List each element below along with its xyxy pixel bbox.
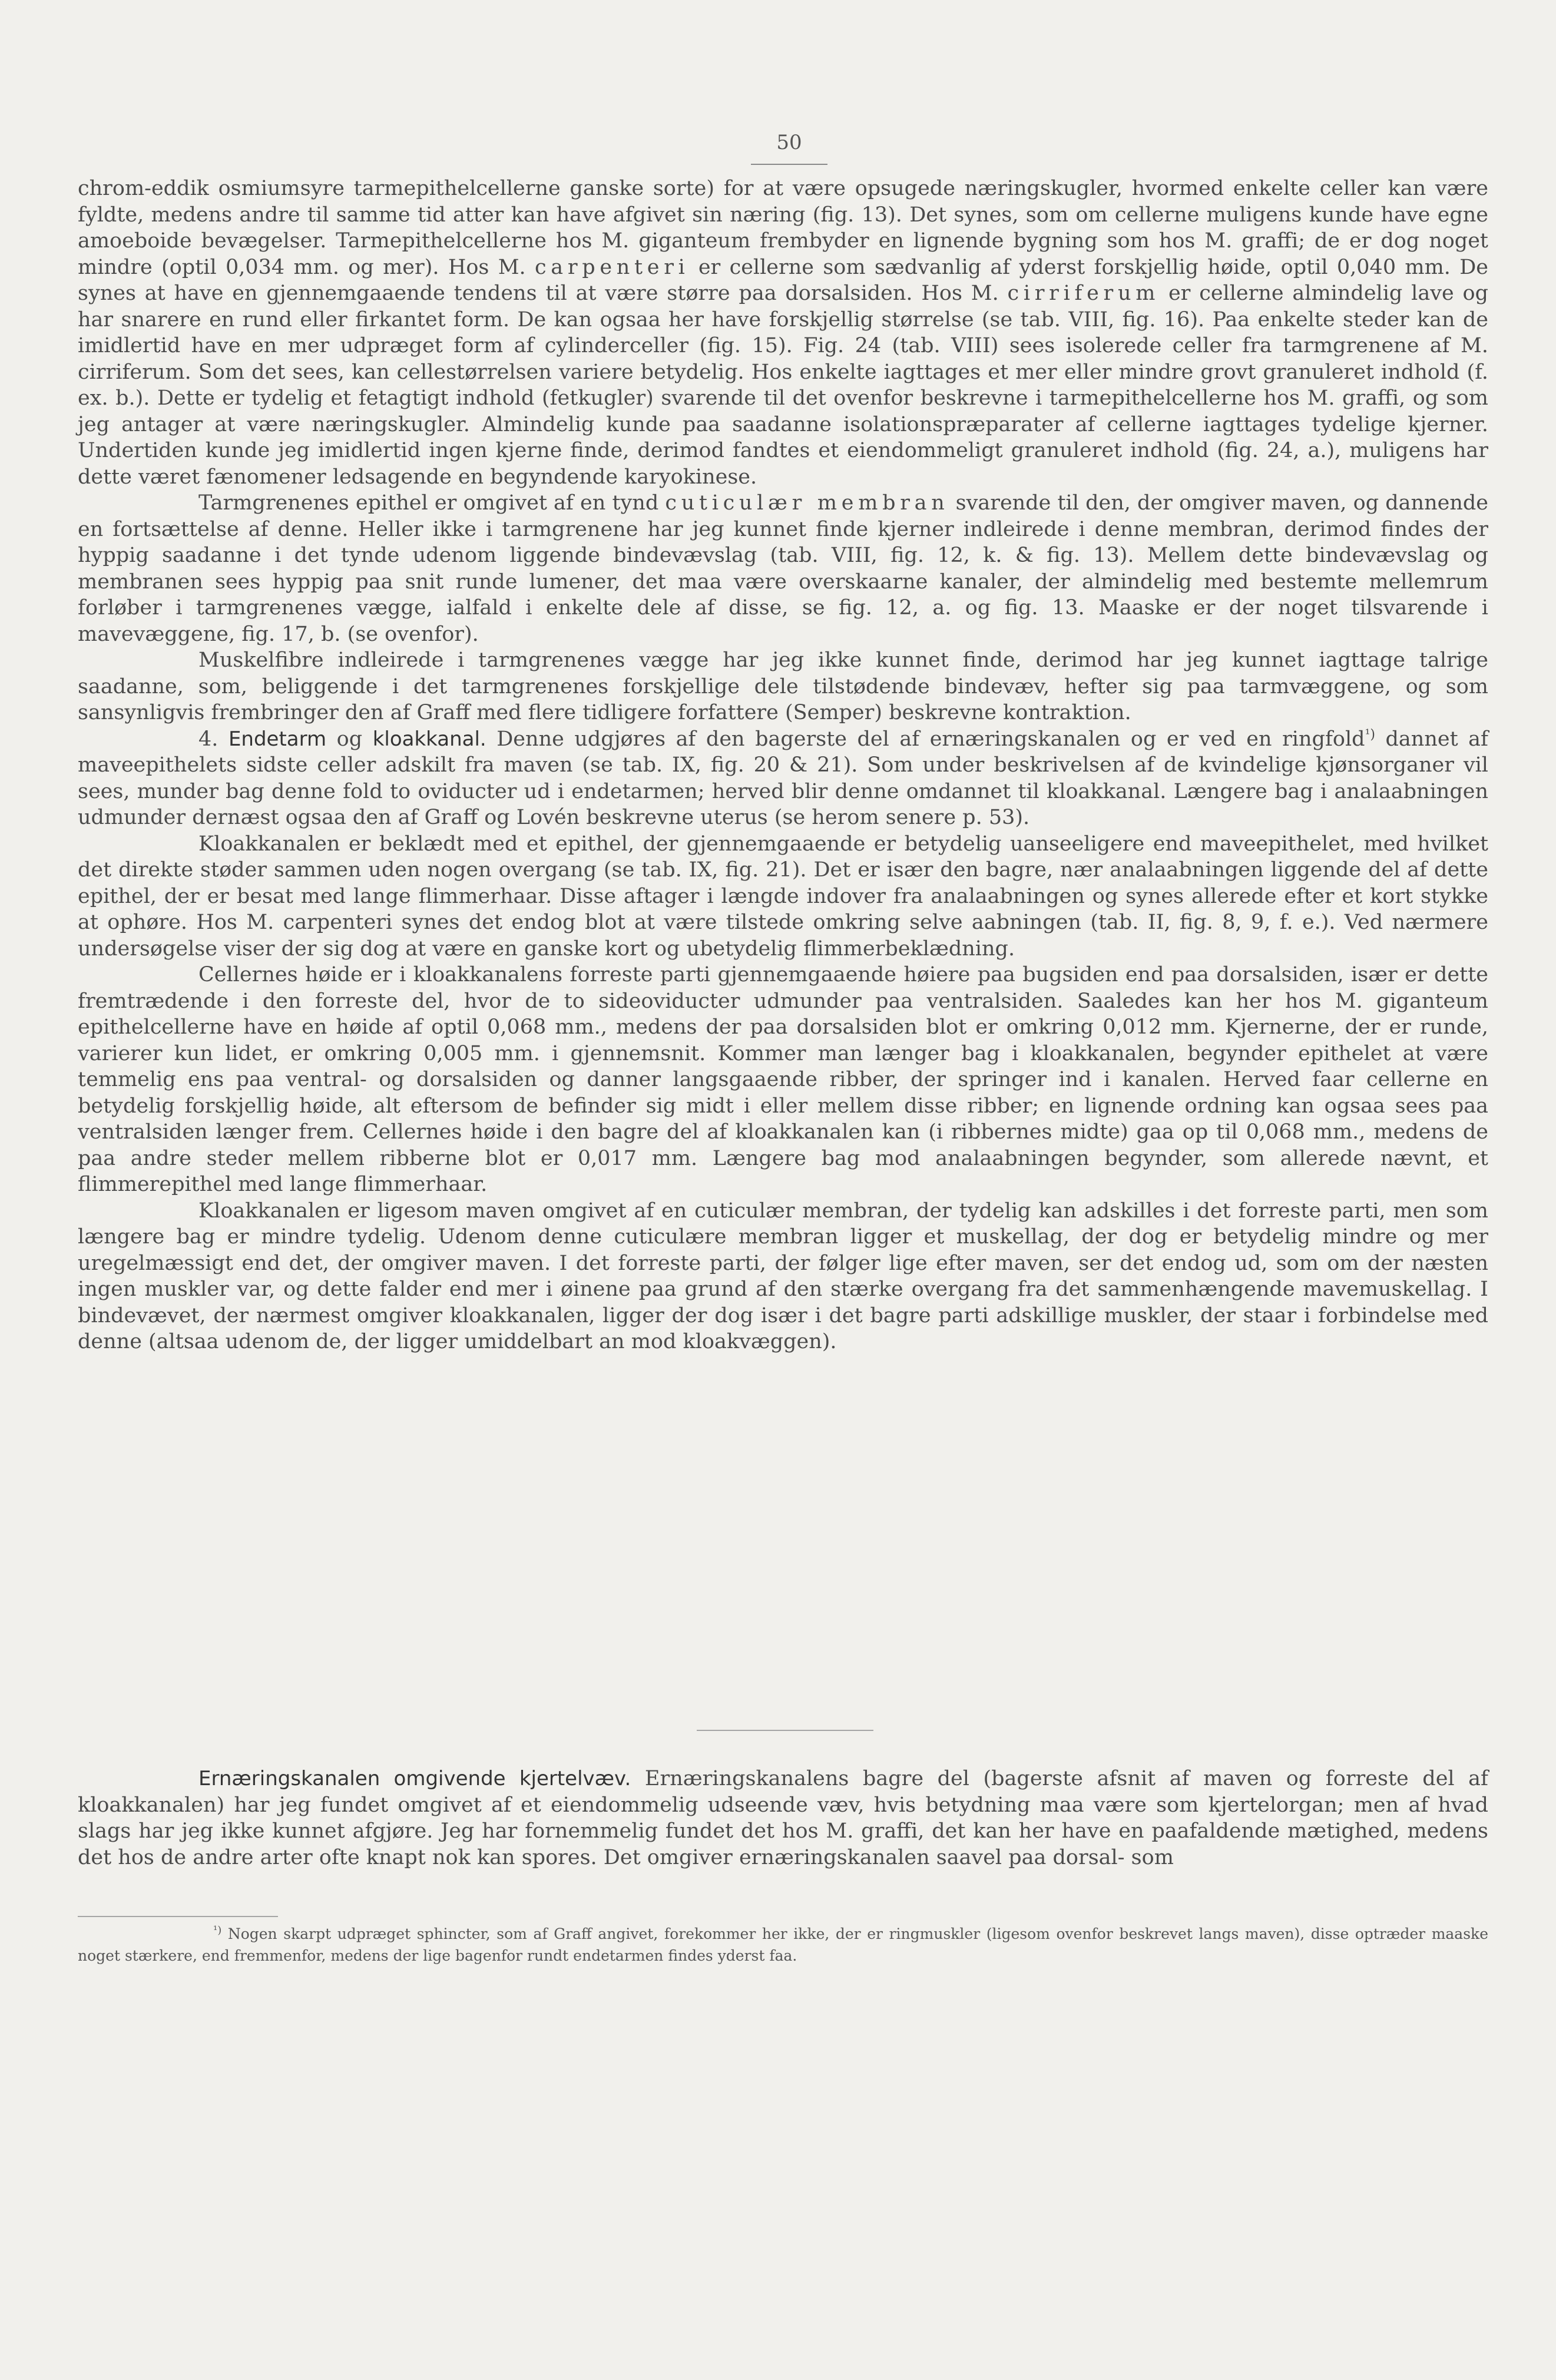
section-heading: Endetarm — [228, 727, 327, 751]
text-run: chrom-eddik osmiumsyre tarmepithelcellerne ganske sorte) for at være opsugede næringskugler, hvormed enkelte celler kan være fyldte, medens andre til samme tid atter kan have afgivet sin næring (fig. 13). Det synes, som om cellerne muligens kunde have egne amoeboide bevægelser. Tarmepithelcellerne hos M. giganteum frembyder en lignende bygning som hos M. graffi; de er dog noget mindre (optil 0,034 mm. og mer). Hos M. — [78, 177, 1488, 279]
paragraph — [78, 176, 1488, 490]
text-run: carpenteri — [534, 255, 690, 279]
paragraph — [78, 647, 1488, 726]
paragraph — [78, 1198, 1488, 1355]
section-heading: kloakkanal. — [372, 727, 486, 751]
section-paragraph — [78, 1766, 1488, 1871]
kjertelvaev-section — [78, 1766, 1488, 1871]
section-heading: Ernæringskanalen omgivende kjertelvæv. — [198, 1767, 631, 1790]
text-run: Tarmgrenenes epithel er omgivet af en tynd — [198, 491, 666, 515]
section-paragraph — [78, 726, 1488, 831]
text-run: Kloakkanalen er beklædt med et epithel, der gjennemgaaende er betydelig uanseeligere end maveepithelet, med hvilket det direkte støder sammen uden nogen overgang (se tab. IX, fig. 21). Det er især den bagre, nær analaabningen liggende del af dette epithel, der er besat med lange flimmerhaar. Disse aftager i længde indover fra analaabningen og synes allerede efter et kort stykke at ophøre. Hos M. carpenteri synes det endog blot at være tilstede omkring selve aabningen (tab. II, fig. 8, 9, f. e.). Ved nærmere undersøgelse viser der sig dog at være en ganske kort og ubetydelig flimmerbeklædning. — [78, 832, 1488, 961]
text-run: Kloakkanalen er ligesom maven omgivet af en cuticulær membran, der tydelig kan adskilles i det forreste parti, men som længere bag er mindre tydelig. Udenom denne cuticulære membran ligger et muskellag, der dog er betydelig mindre og mer uregelmæssigt end det, der omgiver maven. I det forreste parti, der følger lige efter maven, ser det endog ud, som om der næsten ingen muskler var, og dette falder end mer i øinene paa grund af den stærke overgang fra det sammenhængende mavemuskellag. I bindevævet, der nærmest omgiver kloakkanalen, ligger der dog især i det bagre parti adskillige muskler, der staar i forbindelse med denne (altsaa udenom de, der ligger umiddelbart an mod kloakvæggen). — [78, 1199, 1488, 1353]
section-divider — [697, 1730, 873, 1731]
page-number-rule — [751, 164, 827, 165]
paragraph — [78, 962, 1488, 1198]
page-number: 50 — [776, 131, 802, 154]
text-run: dannet af maveepithelets sidste celler adskilt fra maven (se tab. IX, fig. 20 & 21). Som under beskrivelsen af de kvindelige kjønsorganer vil sees, munder bag denne fold to oviducter ud i endetarmen; herved blir denne omdannet til kloakkanal. Længere bag i analaabningen udmunder dernæst ogsaa den af Graff og Lovén beskrevne uterus (se herom senere p. 53). — [78, 727, 1488, 829]
footnote — [78, 1923, 1488, 1967]
text-run: Denne udgjøres af den bagerste del af ernæringskanalen og er ved en ringfold — [486, 727, 1365, 751]
text-run: Muskelfibre indleirede i tarmgrenenes vægge har jeg ikke kunnet finde, derimod har jeg kunnet iagttage talrige saadanne, som, beliggende i det tarmgrenenes forskjellige dele tilstødende bindevæv, hefter sig paa tarmvæggene, og som sansynligvis frembringer den af Graff med flere tidligere forfattere (Semper) beskrevne kontraktion. — [78, 648, 1488, 724]
text-run: cirriferum — [1007, 282, 1160, 305]
footnote-text: Nogen skarpt udpræget sphincter, som af Graff angivet, forekommer her ikke, der er ringmuskler (ligesom ovenfor beskrevet langs maven), disse optræder maaske noget stærkere, end fremmenfor, medens der lige bagenfor rundt endetarmen findes yderst faa. — [78, 1925, 1488, 1964]
paragraph — [78, 490, 1488, 647]
text-run: Ernæringskanalens bagre del (bagerste afsnit af maven og forreste del af kloakkanalen) har jeg fundet omgivet af et eiendommelig udseende væv, hvis betydning maa være som kjertelorgan; men af hvad slags har jeg ikke kunnet afgjøre. Jeg har fornemmelig fundet det hos M. graffi, det kan her have en paafaldende mætighed, medens det hos de andre arter ofte knapt nok kan spores. Det omgiver ernæringskanalen saavel paa dorsal- som — [78, 1767, 1489, 1869]
paragraph — [78, 831, 1488, 962]
text-run: er cellerne som sædvanlig af yderst forskjellig høide, optil 0,040 mm. De synes at have en gjennemgaaende tendens til at være større paa dorsalsiden. Hos M. — [78, 255, 1488, 305]
text-run: 4. — [198, 727, 229, 751]
text-run: er cellerne almindelig lave og har snarere en rund eller firkantet form. De kan ogsaa her have forskjellig størrelse (se tab. VIII, fig. 16). Paa enkelte steder kan de imidlertid have en mer udpræget form af cylinderceller (fig. 15). Fig. 24 (tab. VIII) sees isolerede celler fra tarmgrenene af M. cirriferum. Som det sees, kan cellestørrelsen variere betydelig. Hos enkelte iagttages et mer eller mindre grovt granuleret indhold (f. ex. b.). Dette er tydelig et fetagtigt indhold (fetkugler) svarende til det ovenfor beskrevne i tarmepithelcellerne hos M. graffi, og som jeg antager at være næringskugler. Almindelig kunde paa saadanne isolationspræparater af cellerne iagttages tydelige kjerner. Undertiden kunde jeg imidlertid ingen kjerne finde, derimod fandtes et eiendommeligt granuleret indhold (fig. 24, a.), muligens har dette været fænomener ledsagende en begyndende karyokinese. — [78, 282, 1488, 489]
footnote-mark: ¹) — [213, 1924, 222, 1937]
text-run: og — [326, 727, 373, 751]
footnote-rule — [78, 1916, 278, 1917]
footnote-reference: ¹) — [1365, 727, 1375, 742]
text-run: Cellernes høide er i kloakkanalens forreste parti gjennemgaaende høiere paa bugsiden end paa dorsalsiden, især er dette fremtrædende i den forreste del, hvor de to sideoviducter udmunder paa ventralsiden. Saaledes kan her hos M. giganteum epithelcellerne have en høide af optil 0,068 mm., medens der paa dorsalsiden blot er omkring 0,012 mm. Kjernerne, der er runde, varierer kun lidet, er omkring 0,005 mm. i gjennemsnit. Kommer man længer bag i kloakkanalen, begynder epithelet at være temmelig ens paa ventral- og dorsalsiden og danner langsgaaende ribber, der springer ind i kanalen. Herved faar cellerne en betydelig forskjellig høide, alt eftersom de befinder sig midt i eller mellem disse ribber; en lignende ordning kan ogsaa sees paa ventralsiden længer frem. Cellernes høide i den bagre del af kloakkanalen kan (i ribbernes midte) gaa op til 0,068 mm., medens de paa andre steder mellem ribberne blot er 0,017 mm. Længere bag mod analaabningen begynder, som allerede nævnt, et flimmerepithel med lange flimmerhaar. — [78, 963, 1488, 1196]
text-run: svarende til den, der omgiver maven, og dannende en fortsættelse af denne. Heller ikke i tarmgrenene har jeg kunnet finde kjerner indleirede i denne membran, derimod findes der hyppig saadanne i det tynde udenom liggende bindevævslag (tab. VIII, fig. 12, k. & fig. 13). Mellem dette bindevævslag og membranen sees hyppig paa snit runde lumener, det maa være overskaarne kanaler, der almindelig med bestemte mellemrum forløber i tarmgrenenes vægge, ialfald i enkelte dele af disse, se fig. 12, a. og fig. 13. Maaske er der noget tilsvarende i mavevæggene, fig. 17, b. (se ovenfor). — [78, 491, 1488, 646]
text-run: cuticulær membran — [665, 491, 949, 515]
main-text-block — [78, 176, 1488, 1355]
